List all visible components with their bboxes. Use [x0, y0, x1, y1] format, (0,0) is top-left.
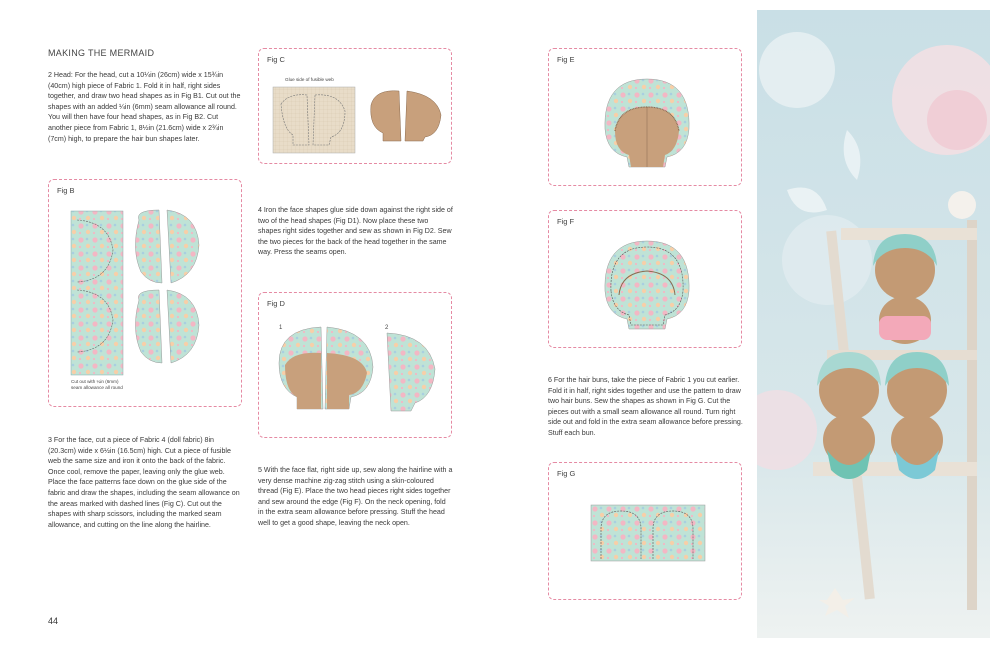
- figure-b-note-line2: seam allowance all round: [71, 385, 123, 390]
- instruction-step-4: 4 Iron the face shapes glue side down against the right side of two of the head shapes (Fig D1). Now place these two shapes right sides together and sew as shown in Fig D2. Sew the two pieces for the back of the head together in the same way. Press the seams open.: [258, 206, 453, 257]
- figure-b-illustration: [49, 180, 243, 408]
- figure-b-label: Fig B: [57, 186, 75, 195]
- figure-c-illustration: [259, 49, 453, 165]
- figure-d-step-1: 1: [279, 325, 283, 331]
- page-number: 44: [48, 616, 59, 626]
- figure-d-illustration: [259, 293, 453, 439]
- figure-g: [548, 462, 742, 600]
- instruction-step-3: 3 For the face, cut a piece of Fabric 4 (doll fabric) 8in (20.3cm) wide x 6½in (16.5cm) high. Cut a piece of fusible web the same size and iron it onto the back of the fabric. Once cool, remove the paper, leaving only the glue web. Place the face patterns face down on the glue side of the fabric and draw the shapes, including the seam allowance on the areas marked with dashed lines (Fig C). Cut out the shapes with sharp scissors, including the marked seam allowance, and cutting on the line along the hairline.: [48, 436, 240, 529]
- figure-b: [48, 179, 242, 407]
- instruction-step-6: 6 For the hair buns, take the piece of Fabric 1 you cut earlier. Fold it in half, right sides together and use the pattern to draw two hair buns. Sew the shapes as shown in Fig G. Cut the pieces out with a small seam allowance all round. Turn right side out and fold in the extra seam allowance before pressing. Stuff each bun.: [548, 376, 743, 437]
- instruction-step-5: 5 With the face flat, right side up, sew along the hairline with a very dense machine zig-zag stitch using a skin-coloured thread (Fig E). Place the two head pieces right sides together and sew around the edge (Fig F). On the neck opening, fold in the extra seam allowance before pressing. Stuff the head well to get a good shape, leaving the neck open.: [258, 466, 453, 527]
- figure-g-illustration: [549, 463, 743, 601]
- mermaid-dolls-photo: [757, 10, 990, 638]
- figure-b-note-line1: Cut out with ¼in (6mm): [71, 379, 119, 384]
- figure-e-illustration: [549, 49, 743, 187]
- figure-c-note: Glue side of fusible web: [285, 77, 334, 82]
- figure-e-label: Fig E: [557, 55, 575, 64]
- mermaid-dolls-image: [757, 10, 990, 638]
- section-heading: MAKING THE MERMAID: [48, 48, 155, 58]
- figure-c-label: Fig C: [267, 55, 285, 64]
- figure-e: [548, 48, 742, 186]
- figure-f-illustration: [549, 211, 743, 349]
- figure-f: [548, 210, 742, 348]
- figure-d-step-2: 2: [385, 325, 389, 331]
- figure-c: [258, 48, 452, 164]
- figure-d-label: Fig D: [267, 299, 285, 308]
- figure-d: [258, 292, 452, 438]
- instruction-step-2: 2 Head: For the head, cut a 10¼in (26cm) wide x 15¾in (40cm) high piece of Fabric 1. Fold it in half, right sides together, and draw two head shapes as in Fig B1. Cut out the shapes with an added ¼in (6mm) seam allowance all round. You will then have four head shapes, as in Fig B2. Cut another piece from Fabric 1, 8½in (21.6cm) wide x 2¾in (7cm) high, to prepare the hair bun shapes later.: [48, 71, 241, 143]
- figure-f-label: Fig F: [557, 217, 575, 226]
- figure-g-label: Fig G: [557, 469, 576, 478]
